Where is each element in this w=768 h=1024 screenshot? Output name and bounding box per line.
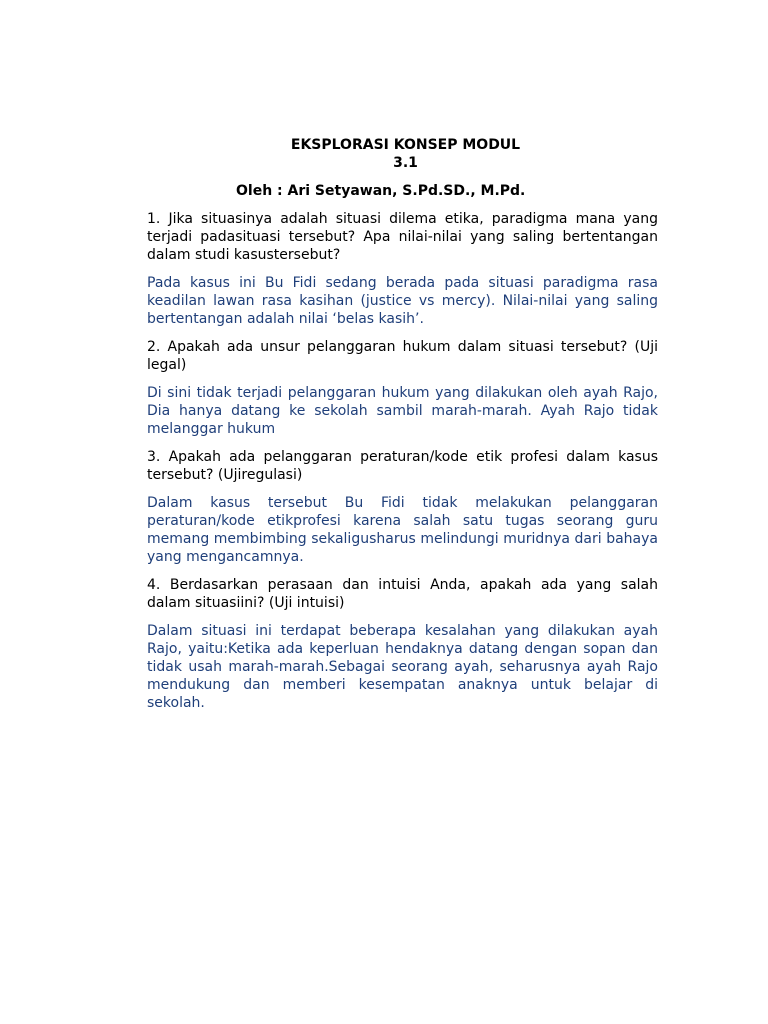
- answer-4: Dalam situasi ini terdapat beberapa kesalahan yang dilakukan ayah Rajo, yaitu:Ketika ada keperluan hendaknya datang dengan sopan dan tidak usah marah-marah.Sebagai seorang ayah, seharusnya ayah Rajo mendukung dan memberi kesempatan anaknya untuk belajar di sekolah.: [147, 623, 658, 711]
- author-line: Oleh : Ari Setyawan, S.Pd.SD., M.Pd.: [236, 183, 526, 199]
- question-3: 3. Apakah ada pelanggaran peraturan/kode etik profesi dalam kasus tersebut? (Ujiregulasi): [147, 449, 658, 483]
- question-4: 4. Berdasarkan perasaan dan intuisi Anda, apakah ada yang salah dalam situasiini? (Uji intuisi): [147, 577, 658, 611]
- answer-2: Di sini tidak terjadi pelanggaran hukum yang dilakukan oleh ayah Rajo, Dia hanya datang ke sekolah sambil marah-marah. Ayah Rajo tidak melanggar hukum: [147, 385, 658, 437]
- document-page: [147, 136, 658, 712]
- title-line-2: 3.1: [393, 155, 418, 171]
- document-title: [147, 136, 658, 172]
- question-2: 2. Apakah ada unsur pelanggaran hukum dalam situasi tersebut? (Uji legal): [147, 339, 658, 373]
- title-line-1: EKSPLORASI KONSEP MODUL: [290, 137, 521, 153]
- answer-1: Pada kasus ini Bu Fidi sedang berada pada situasi paradigma rasa keadilan lawan rasa kasihan (justice vs mercy). Nilai-nilai yang saling bertentangan adalah nilai ‘belas kasih’.: [147, 275, 658, 327]
- answer-3: Dalam kasus tersebut Bu Fidi tidak melakukan pelanggaran peraturan/kode etikprofesi karena salah satu tugas seorang guru memang membimbing sekaligusharus melindungi muridnya dari bahaya yang mengancamnya.: [147, 495, 658, 565]
- question-1: 1. Jika situasinya adalah situasi dilema etika, paradigma mana yang terjadi padasituasi tersebut? Apa nilai-nilai yang saling bertentangan dalam studi kasustersebut?: [147, 211, 658, 263]
